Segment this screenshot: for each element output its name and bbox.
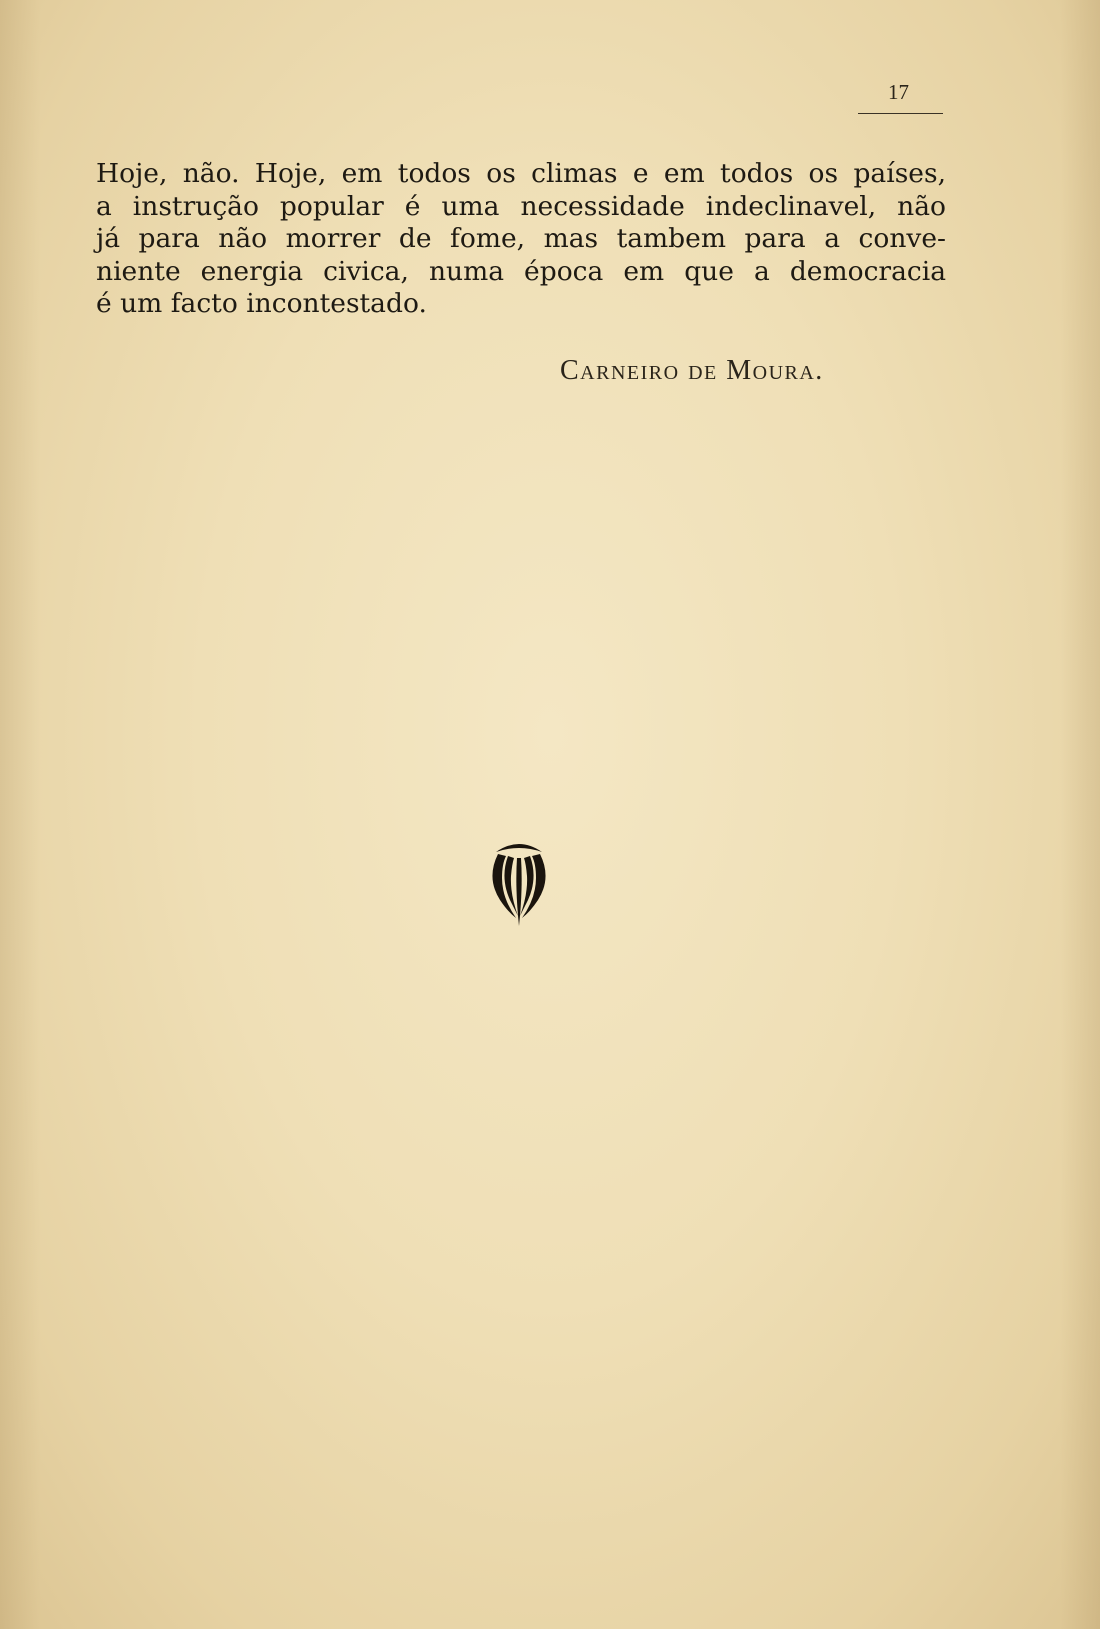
page-edge-shadow-left <box>0 0 40 1629</box>
author-signature: Carneiro de Moura. <box>560 355 824 386</box>
text-line: já para não morrer de fome, mas tambem para a conve- <box>96 223 946 254</box>
text-line: niente energia civica, numa época em que a democracia <box>96 255 946 287</box>
text-line: Hoje, não. Hoje, em todos os climas e em todos os países, <box>96 158 946 189</box>
body-paragraph <box>96 158 946 321</box>
page-edge-shadow-right <box>1060 0 1100 1629</box>
header-rule <box>858 113 943 114</box>
flame-fleuron-icon <box>488 838 550 928</box>
page-number: 17 <box>888 80 909 104</box>
text-line: a instrução popular é uma necessidade indeclinavel, não <box>96 190 946 222</box>
text-line: é um facto incontestado. <box>96 288 427 319</box>
